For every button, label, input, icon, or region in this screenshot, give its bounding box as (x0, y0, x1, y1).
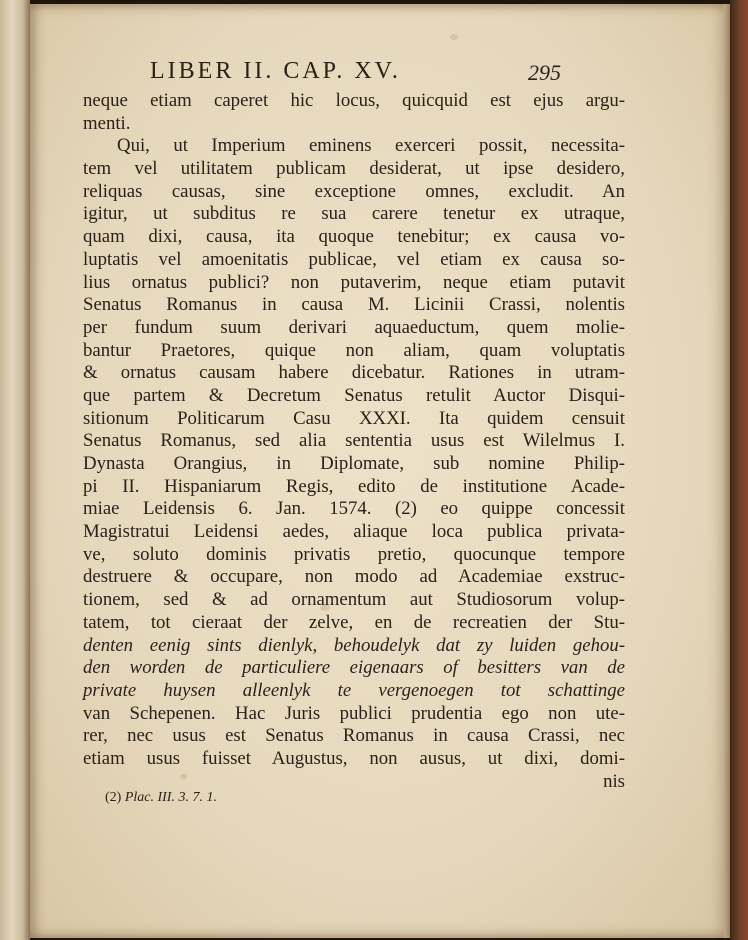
text-line: que partem & Decretum Senatus retulit Auctor Disqui- (83, 384, 625, 406)
body-text (83, 90, 625, 793)
text-line: etiam usus fuisset Augustus, non ausus, ut dixi, domi- (83, 747, 625, 769)
text-line: quam dixi, causa, ita quoque tenebitur; ex causa vo- (83, 226, 625, 248)
text-line: tionem, sed & ad ornamentum aut Studiosorum volup- (83, 589, 625, 611)
text-line: bantur Praetores, quique non aliam, quam voluptatis (83, 339, 625, 361)
left-page-edge (0, 0, 30, 940)
text-line: Senatus Romanus in causa M. Licinii Crassi, nolentis (83, 294, 625, 316)
footnote-reference: Plac. III. 3. 7. 1. (124, 790, 217, 805)
text-line: tatem, tot cieraat der zelve, en de recreatien der Stu- (83, 611, 625, 633)
text-line: Magistratui Leidensi aedes, aliaque loca publica privata- (83, 521, 625, 543)
text-line: ve, soluto dominis privatis pretio, quocunque tempore (83, 543, 625, 565)
text-line: Qui, ut Imperium eminens exerceri possit, necessita- (117, 135, 625, 157)
text-line: miae Leidensis 6. Jan. 1574. (2) eo quippe concessit (83, 498, 625, 520)
text-line: Dynasta Orangius, in Diplomate, sub nomine Philip- (83, 453, 625, 474)
text-line: Senatus Romanus, sed alia sententia usus est Wilelmus I. (83, 430, 625, 452)
book-cover-edge (730, 0, 748, 940)
text-line: luptatis vel amoenitatis publicae, vel etiam ex causa so- (83, 248, 625, 270)
catchword: nis (603, 770, 625, 792)
text-line: reliquas causas, sine exceptione omnes, excludit. An (83, 180, 625, 202)
running-head: LIBER II. CAP. XV. (150, 58, 401, 84)
text-line: den worden de particuliere eigenaars of besitters van de (83, 657, 625, 679)
text-line: lius ornatus publici? non putaverim, neque etiam putavit (83, 271, 625, 293)
footnote-marker: (2) (105, 790, 122, 805)
text-line: menti. (83, 112, 131, 134)
text-line: denten eenig sints dienlyk, behoudelyk dat zy luiden gehou- (83, 634, 625, 656)
page-header (30, 58, 730, 90)
text-line: per fundum suum derivari aquaeductum, quem molie- (83, 316, 625, 338)
text-line: pi II. Hispaniarum Regis, edito de institutione Acade- (83, 475, 625, 497)
text-line: & ornatus causam habere dicebatur. Rationes in utram- (83, 362, 625, 384)
footnote (105, 790, 217, 806)
foxing-spot (450, 34, 458, 40)
text-line: rer, nec usus est Senatus Romanus in causa Crassi, nec (83, 725, 625, 747)
text-line: igitur, ut subditus re sua carere tenetur ex utraque, (83, 203, 625, 225)
text-line: neque etiam caperet hic locus, quicquid est ejus argu- (83, 90, 625, 111)
text-line: private huysen alleenlyk te vergenoegen tot schattinge (83, 679, 625, 701)
text-line: destruere & occupare, non modo ad Academiae exstruc- (83, 566, 625, 588)
text-line: tem vel utilitatem publicam desiderat, ut ipse desidero, (83, 158, 625, 180)
text-line: sitionum Politicarum Casu XXXI. Ita quidem censuit (83, 407, 625, 429)
text-line: van Schepenen. Hac Juris publici prudentia ego non ute- (83, 702, 625, 724)
book-page (30, 4, 730, 938)
page-number: 295 (528, 60, 561, 85)
